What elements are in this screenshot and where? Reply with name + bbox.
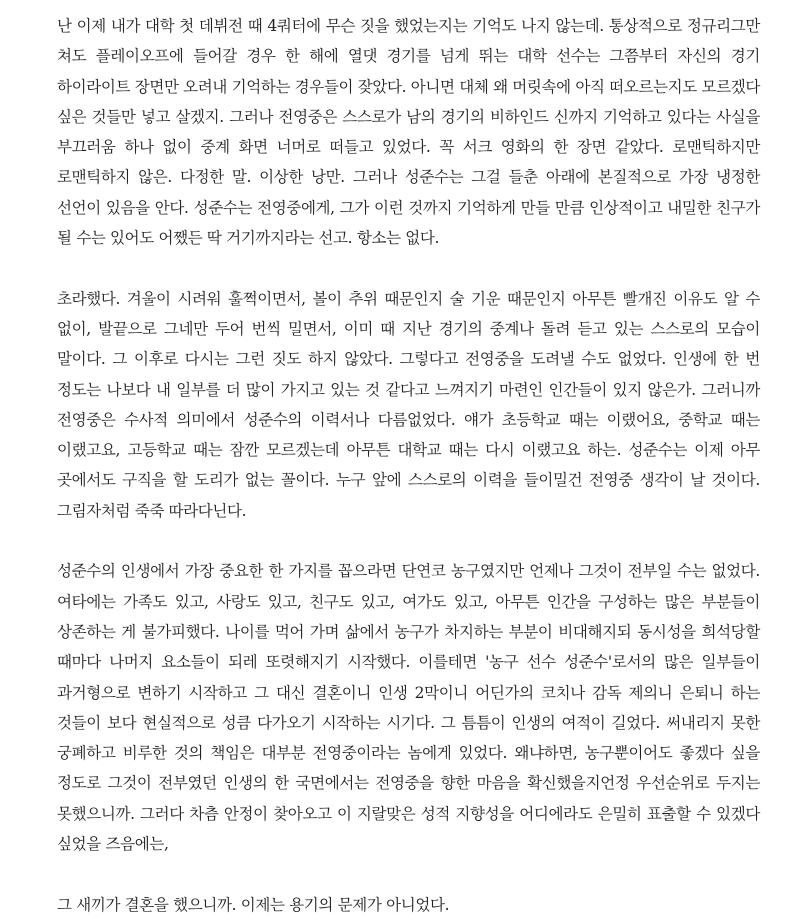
paragraph-3: 성준수의 인생에서 가장 중요한 한 가지를 꼽으라면 단연코 농구였지만 언제나 그것이 전부일 수는 없었다. 여타에는 가족도 있고, 사랑도 있고, 친구도 있고, 여가도 있고, 아무튼 인간을 구성하는 많은 부분들이 상존하는 게 불가피했다. 나이를 먹어 가며 삶에서 농구가 차지하는 부분이 비대해지되 동시성을 희석당할 때마다 나머지 요소들이 되레 또렷해지기 시작했다. 이를테면 '농구 선수 성준수'로서의 많은 일부들이 과거형으로 변하기 시작하고 그 대신 결혼이니 인생 2막이니 어딘가의 코치나 감독 제의니 은퇴니 하는 것들이 보다 현실적으로 성큼 다가오기 시작하는 시기다. 그 틈틈이 인생의 여적이 길었다. 써내리지 못한 궁폐하고 비루한 것의 책임은 대부분 전영중이라는 놈에게 있었다. 왜냐하면, 농구뿐이어도 좋겠다 싶을 정도로 그것이 전부였던 인생의 한 국면에서는 전영중을 향한 마음을 확신했을지언정 우선순위로 두지는 못했으니까. 그러다 차츰 안정이 찾아오고 이 지랄맞은 성적 지향성을 어디에라도 은밀히 표출할 수 있겠다 싶었을 즈음에는, (57, 562, 760, 854)
paragraph-4: 그 새끼가 결혼을 했으니까. 이제는 용기의 문제가 아니었다. (57, 895, 450, 914)
document-body (57, 11, 760, 920)
paragraph-1: 난 이제 내가 대학 첫 데뷔전 때 4쿼터에 무슨 짓을 했었는지는 기억도 나지 않는데. 통상적으로 정규리그만 쳐도 플레이오프에 들어갈 경우 한 해에 열댓 경기를 넘게 뛰는 대학 선수는 그쯤부터 자신의 경기 하이라이트 장면만 오려내 기억하는 경우들이 잦았다. 아니면 대체 왜 머릿속에 아직 떠오르는지도 모르겠다 싶은 것들만 넣고 살겠지. 그러나 전영중은 스스로가 남의 경기의 비하인드 신까지 기억하고 있다는 사실을 부끄러움 하나 없이 중계 화면 너머로 떠들고 있었다. 꼭 서크 영화의 한 장면 같았다. 로맨틱하지만 로맨틱하지 않은. 다정한 말. 이상한 낭만. 그러나 성준수는 그걸 들춘 아래에 본질적으로 가장 냉정한 선언이 있음을 안다. 성준수는 전영중에게, 그가 이런 것까지 기억하게 만들 만큼 인상적이고 내밀한 친구가 될 수는 있어도 어쨌든 딱 거기까지라는 선고. 항소는 없다. (57, 17, 760, 248)
paragraph-2: 초라했다. 겨울이 시려워 훌쩍이면서, 볼이 추위 때문인지 술 기운 때문인지 아무튼 빨개진 이유도 알 수 없이, 발끝으로 그네만 두어 번씩 밀면서, 이미 때 지난 경기의 중계나 돌려 듣고 있는 스스로의 모습이 말이다. 그 이후로 다시는 그런 짓도 하지 않았다. 그렇다고 전영중을 도려낼 수도 없었다. 인생에 한 번 정도는 나보다 내 일부를 더 많이 가지고 있는 것 같다고 느껴지기 마련인 인간들이 있지 않은가. 그러니까 전영중은 수사적 의미에서 성준수의 이력서나 다름없었다. 얘가 초등학교 때는 이랬어요, 중학교 때는 이랬고요, 고등학교 때는 잠깐 모르겠는데 아무튼 대학교 때는 다시 이랬고요 하는. 성준수는 이제 아무 곳에서도 구직을 할 도리가 없는 꼴이다. 누구 앞에 스스로의 이력을 들이밀건 전영중 생각이 날 것이다. 그림자처럼 죽죽 따라다닌다. (57, 289, 760, 520)
